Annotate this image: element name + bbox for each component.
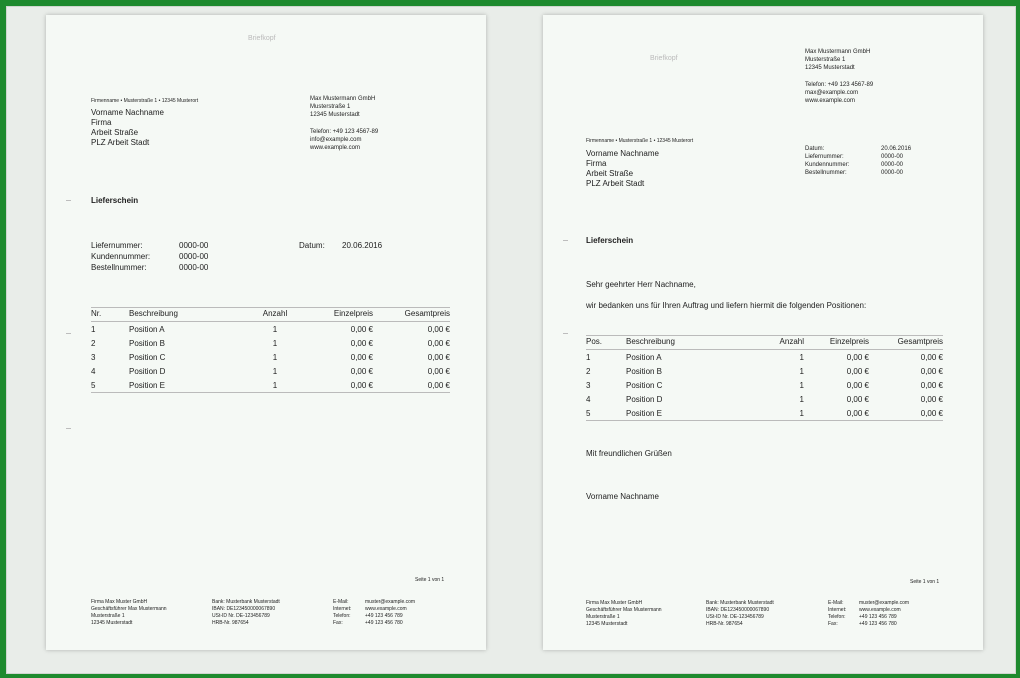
table-row: 3 Position C 1 0,00 € 0,00 € <box>91 352 450 362</box>
table-row: 3 Position C 1 0,00 € 0,00 € <box>586 380 943 390</box>
intro-text: wir bedanken uns für Ihren Auftrag und liefern hiermit die folgenden Positionen: <box>586 301 867 310</box>
table-row: 2 Position B 1 0,00 € 0,00 € <box>586 366 943 376</box>
letterhead-label: Briefkopf <box>248 35 276 42</box>
punch-mark <box>66 333 71 334</box>
footer-bank: Bank: Musterbank Musterstadt IBAN: DE123450000067890 USt-ID Nr. DE-123456789 HRB-Nr. 987654 <box>212 599 280 626</box>
footer-company: Firma Max Muster GmbH Geschäftsführer Max Mustermann Musterstraße 1 12345 Musterstadt <box>586 600 662 627</box>
fold-mark <box>66 200 71 201</box>
document-meta: Datum: 20.06.2016 Liefernummer: 0000-00 Kundennummer: 0000-00 Bestellnummer: 0000-00 <box>805 146 912 176</box>
table-row: 1 Position A 1 0,00 € 0,00 € <box>586 352 943 362</box>
table-header-row: Pos. Beschreibung Anzahl Einzelpreis Gesamtpreis <box>586 336 943 350</box>
sender-line: Firmenname • Musterstraße 1 • 12345 Musterort <box>91 98 199 104</box>
page-number: Seite 1 von 1 <box>415 577 445 583</box>
table-row: 4 Position D 1 0,00 € 0,00 € <box>91 366 450 376</box>
signature-name: Vorname Nachname <box>586 492 659 501</box>
punch-mark <box>563 333 568 334</box>
footer-bank: Bank: Musterbank Musterstadt IBAN: DE123450000067890 USt-ID Nr. DE-123456789 HRB-Nr. 987654 <box>706 600 774 627</box>
table-header-row: Nr. Beschreibung Anzahl Einzelpreis Gesamtpreis <box>91 308 450 322</box>
document-meta: Liefernummer: 0000-00 Kundennummer: 0000-00 Bestellnummer: 0000-00 <box>91 241 209 272</box>
recipient-address: Vorname Nachname Firma Arbeit Straße PLZ Arbeit Stadt <box>91 108 164 147</box>
document-title: Lieferschein <box>91 196 139 205</box>
closing-text: Mit freundlichen Grüßen <box>586 449 672 458</box>
document-title: Lieferschein <box>586 236 634 245</box>
recipient-address: Vorname Nachname Firma Arbeit Straße PLZ Arbeit Stadt <box>586 149 659 188</box>
fold-mark <box>66 428 71 429</box>
footer-contact: E-Mail: muster@example.com Internet: www.example.com Telefon: +49 123 456 789 Fax: +49 123 456 780 <box>333 599 416 626</box>
company-info: Max Mustermann GmbH Musterstraße 1 12345 Musterstadt Telefon: +49 123 4567-89 max@example.com www.example.com <box>805 49 874 104</box>
table-row: 2 Position B 1 0,00 € 0,00 € <box>91 338 450 348</box>
sender-line: Firmenname • Musterstraße 1 • 12345 Musterort <box>586 138 694 144</box>
positions-table <box>91 307 450 393</box>
document-page-2 <box>543 15 983 650</box>
letterhead-label: Briefkopf <box>650 55 678 62</box>
company-info: Max Mustermann GmbH Musterstraße 1 12345 Musterstadt Telefon: +49 123 4567-89 info@example.com www.example.com <box>310 96 379 151</box>
date-field: Datum: 20.06.2016 <box>299 241 383 250</box>
positions-table <box>586 335 943 421</box>
table-row: 5 Position E 1 0,00 € 0,00 € <box>586 406 943 421</box>
greeting: Sehr geehrter Herr Nachname, <box>586 280 696 289</box>
page-number: Seite 1 von 1 <box>910 579 940 585</box>
document-page-1 <box>46 15 486 650</box>
footer-contact: E-Mail: muster@example.com Internet: www.example.com Telefon: +49 123 456 789 Fax: +49 123 456 780 <box>828 600 910 627</box>
table-row: 4 Position D 1 0,00 € 0,00 € <box>586 394 943 404</box>
fold-mark <box>563 240 568 241</box>
table-row: 1 Position A 1 0,00 € 0,00 € <box>91 324 450 334</box>
footer-company: Firma Max Muster GmbH Geschäftsführer Max Mustermann Musterstraße 1 12345 Musterstadt <box>91 599 167 626</box>
table-row: 5 Position E 1 0,00 € 0,00 € <box>91 378 450 393</box>
